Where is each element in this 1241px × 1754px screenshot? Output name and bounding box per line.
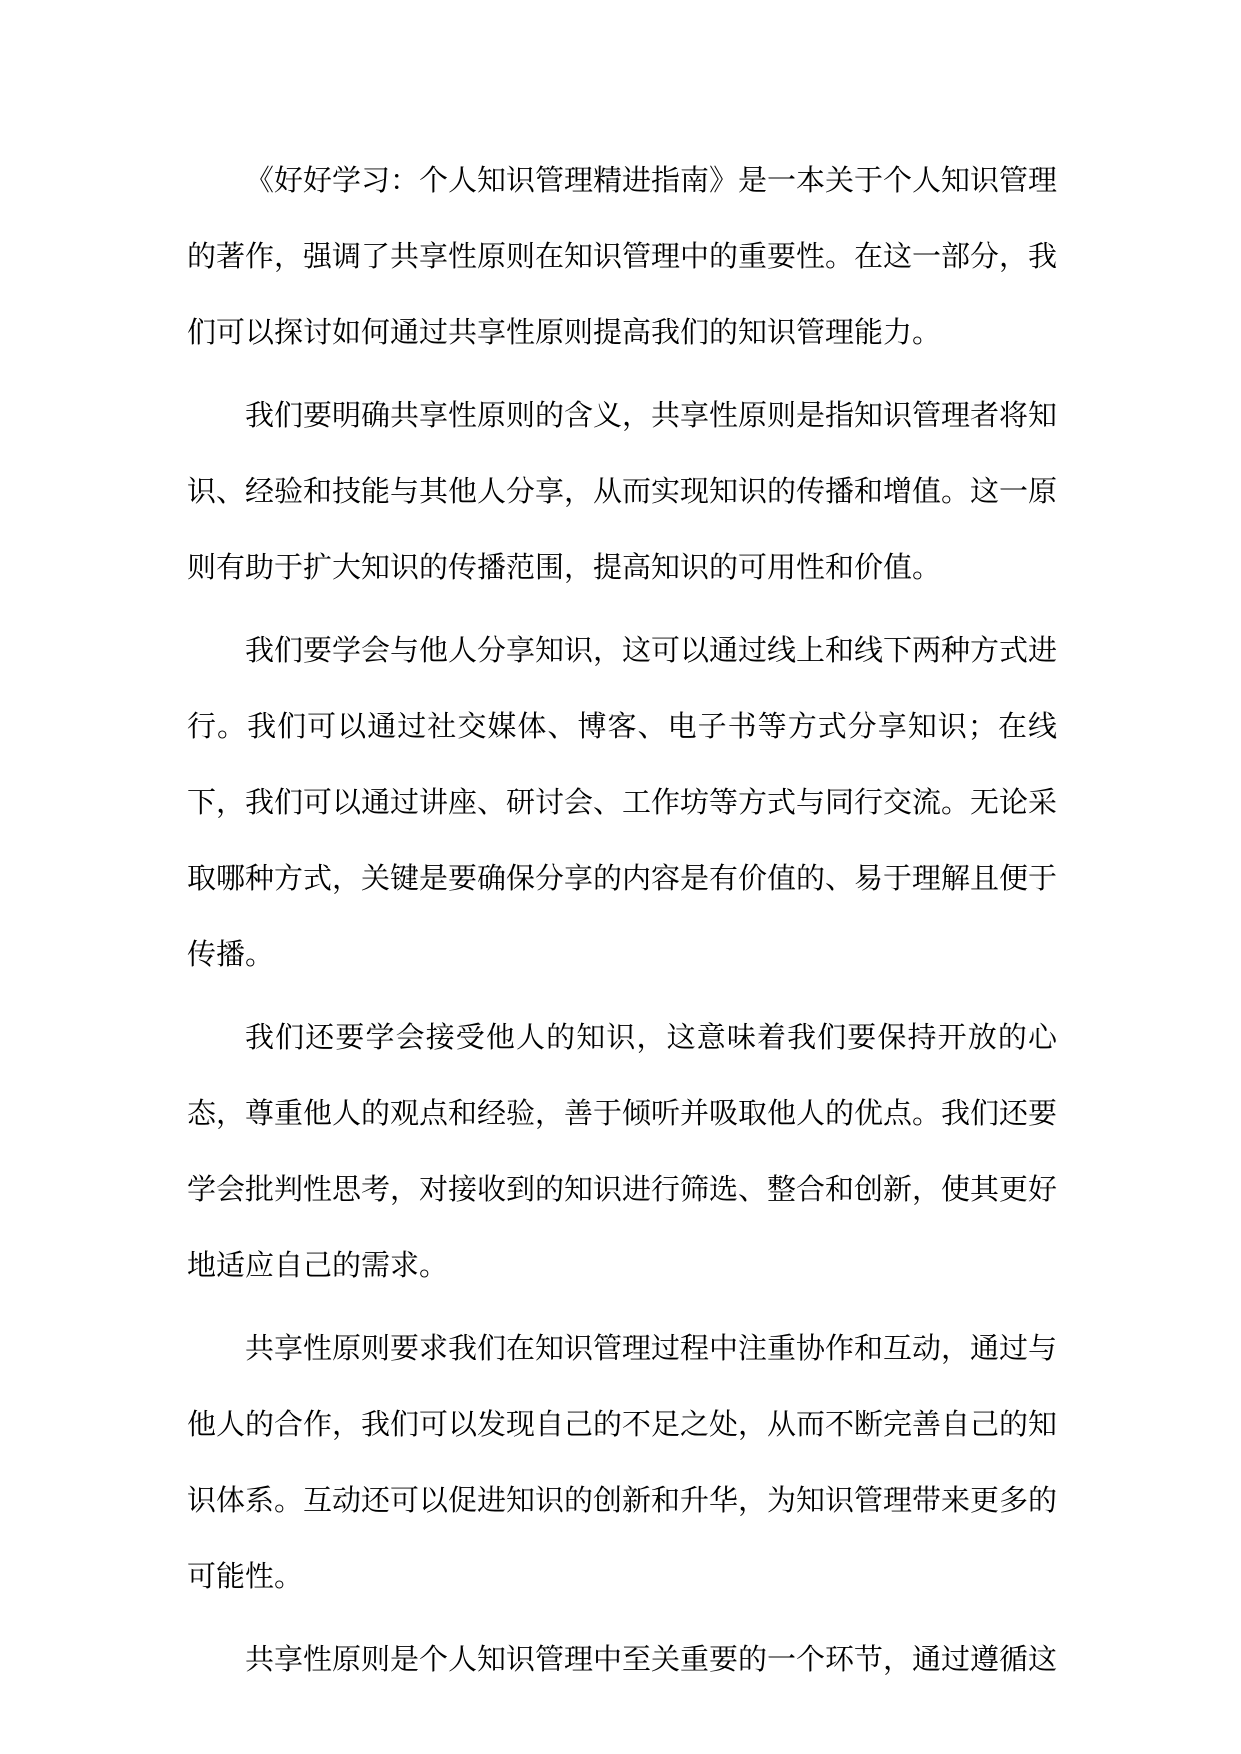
paragraph-sharing: 我们要学会与他人分享知识，这可以通过线上和线下两种方式进行。我们可以通过社交媒体、博客、电子书等方式分享知识；在线下，我们可以通过讲座、研讨会、工作坊等方式与同行交流。无论采取哪种方式，关键是要确保分享的内容是有价值的、易于理解且便于传播。	[187, 633, 1058, 971]
paragraph-definition: 我们要明确共享性原则的含义，共享性原则是指知识管理者将知识、经验和技能与其他人分享，从而实现知识的传播和增值。这一原则有助于扩大知识的传播范围，提高知识的可用性和价值。	[187, 398, 1058, 584]
paragraph-conclusion: 共享性原则是个人知识管理中至关重要的一个环节，通过遵循这	[245, 1642, 1058, 1676]
paragraph-intro: 《好好学习：个人知识管理精进指南》是一本关于个人知识管理的著作，强调了共享性原则在知识管理中的重要性。在这一部分，我们可以探讨如何通过共享性原则提高我们的知识管理能力。	[187, 163, 1058, 349]
paragraph-receiving: 我们还要学会接受他人的知识，这意味着我们要保持开放的心态，尊重他人的观点和经验，善于倾听并吸取他人的优点。我们还要学会批判性思考，对接收到的知识进行筛选、整合和创新，使其更好地适应自己的需求。	[187, 1020, 1058, 1282]
document-body	[187, 142, 1057, 1704]
paragraph-collaboration: 共享性原则要求我们在知识管理过程中注重协作和互动，通过与他人的合作，我们可以发现自己的不足之处，从而不断完善自己的知识体系。互动还可以促进知识的创新和升华，为知识管理带来更多的可能性。	[187, 1331, 1058, 1593]
